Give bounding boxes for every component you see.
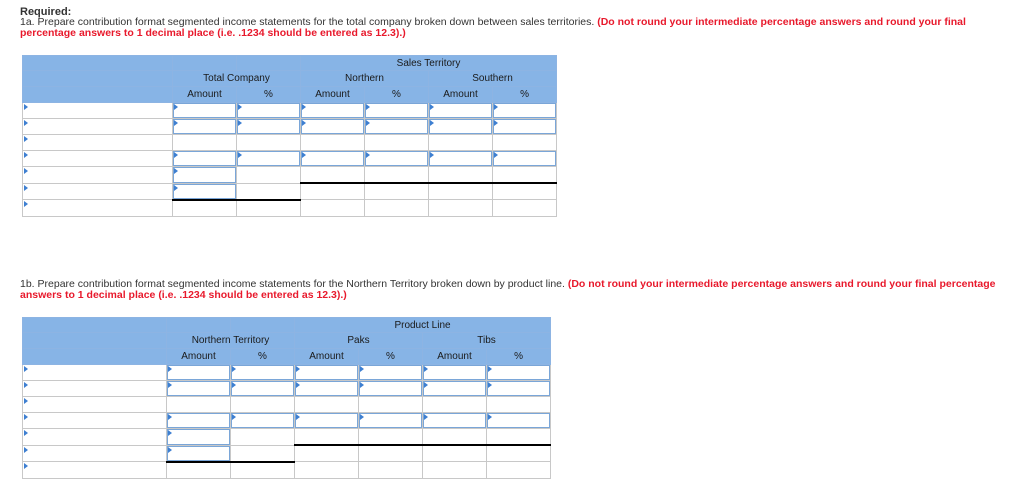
percent-input[interactable] bbox=[231, 381, 295, 397]
worksheet-1b bbox=[22, 317, 551, 479]
row-label-select[interactable] bbox=[23, 413, 167, 429]
amount-input[interactable] bbox=[173, 183, 237, 200]
percent-input[interactable] bbox=[231, 365, 295, 381]
header-blank bbox=[23, 333, 167, 349]
amount-input[interactable] bbox=[301, 119, 365, 135]
empty-cell bbox=[237, 200, 301, 217]
amount-input[interactable] bbox=[295, 381, 359, 397]
empty-cell bbox=[365, 183, 429, 200]
group-header: Sales Territory bbox=[301, 56, 557, 71]
empty-cell bbox=[173, 135, 237, 151]
amount-input[interactable] bbox=[301, 103, 365, 119]
amount-input[interactable] bbox=[173, 103, 237, 119]
empty-cell bbox=[237, 183, 301, 200]
instruction-1a bbox=[20, 17, 1020, 39]
table-row bbox=[23, 429, 551, 446]
empty-cell bbox=[231, 462, 295, 479]
sub-header-percent: % bbox=[237, 87, 301, 103]
sub-header-percent: % bbox=[231, 349, 295, 365]
empty-cell bbox=[487, 397, 551, 413]
table-row bbox=[23, 119, 557, 135]
percent-input[interactable] bbox=[359, 381, 423, 397]
percent-input[interactable] bbox=[493, 119, 557, 135]
group-header: Product Line bbox=[295, 318, 551, 333]
amount-input[interactable] bbox=[167, 381, 231, 397]
amount-input[interactable] bbox=[429, 151, 493, 167]
header-blank bbox=[23, 349, 167, 365]
percent-input[interactable] bbox=[365, 119, 429, 135]
header-blank bbox=[167, 318, 231, 333]
sub-header-amount: Amount bbox=[173, 87, 237, 103]
empty-cell bbox=[487, 445, 551, 462]
table-row bbox=[23, 397, 551, 413]
percent-input[interactable] bbox=[493, 151, 557, 167]
sub-header-percent: % bbox=[487, 349, 551, 365]
sub-header-percent: % bbox=[365, 87, 429, 103]
table-row bbox=[23, 381, 551, 397]
instruction-1b bbox=[20, 279, 1020, 301]
sub-header-amount: Amount bbox=[167, 349, 231, 365]
empty-cell bbox=[295, 462, 359, 479]
row-label-select[interactable] bbox=[23, 183, 173, 200]
empty-cell bbox=[231, 445, 295, 462]
sub-header-amount: Amount bbox=[423, 349, 487, 365]
empty-cell bbox=[167, 397, 231, 413]
header-blank bbox=[231, 318, 295, 333]
empty-cell bbox=[301, 200, 365, 217]
amount-input[interactable] bbox=[295, 413, 359, 429]
percent-input[interactable] bbox=[493, 103, 557, 119]
table-row bbox=[23, 151, 557, 167]
amount-input[interactable] bbox=[429, 103, 493, 119]
empty-cell bbox=[167, 462, 231, 479]
empty-cell bbox=[429, 200, 493, 217]
table-row bbox=[23, 103, 557, 119]
amount-input[interactable] bbox=[295, 365, 359, 381]
empty-cell bbox=[365, 200, 429, 217]
row-label-select[interactable] bbox=[23, 135, 173, 151]
amount-input[interactable] bbox=[423, 365, 487, 381]
sub-header-amount: Amount bbox=[301, 87, 365, 103]
table-row bbox=[23, 462, 551, 479]
amount-input[interactable] bbox=[167, 429, 231, 446]
row-label-select[interactable] bbox=[23, 151, 173, 167]
col-group-northern-territory: Northern Territory bbox=[167, 333, 295, 349]
empty-cell bbox=[359, 397, 423, 413]
percent-input[interactable] bbox=[237, 103, 301, 119]
empty-cell bbox=[423, 397, 487, 413]
instruction-1b-text: 1b. Prepare contribution format segmented income statements for the Northern Territory broken down by product line. bbox=[20, 278, 568, 290]
header-blank bbox=[23, 56, 173, 71]
table-row bbox=[23, 200, 557, 217]
empty-cell bbox=[359, 429, 423, 446]
empty-cell bbox=[237, 135, 301, 151]
empty-cell bbox=[493, 135, 557, 151]
empty-cell bbox=[429, 183, 493, 200]
sub-header-amount: Amount bbox=[429, 87, 493, 103]
table-row bbox=[23, 135, 557, 151]
row-label-select[interactable] bbox=[23, 167, 173, 184]
empty-cell bbox=[359, 445, 423, 462]
row-label-select[interactable] bbox=[23, 200, 173, 217]
amount-input[interactable] bbox=[173, 151, 237, 167]
percent-input[interactable] bbox=[487, 381, 551, 397]
percent-input[interactable] bbox=[359, 365, 423, 381]
amount-input[interactable] bbox=[167, 365, 231, 381]
header-blank bbox=[23, 71, 173, 87]
required-heading: Required: bbox=[20, 6, 72, 18]
col-group-tibs: Tibs bbox=[423, 333, 551, 349]
amount-input[interactable] bbox=[173, 119, 237, 135]
empty-cell bbox=[231, 397, 295, 413]
empty-cell bbox=[295, 397, 359, 413]
table-row bbox=[23, 413, 551, 429]
empty-cell bbox=[301, 135, 365, 151]
header-blank bbox=[237, 56, 301, 71]
percent-input[interactable] bbox=[359, 413, 423, 429]
empty-cell bbox=[493, 183, 557, 200]
percent-input[interactable] bbox=[487, 365, 551, 381]
empty-cell bbox=[429, 135, 493, 151]
empty-cell bbox=[237, 167, 301, 184]
empty-cell bbox=[493, 167, 557, 184]
col-group-southern: Southern bbox=[429, 71, 557, 87]
sub-header-percent: % bbox=[359, 349, 423, 365]
empty-cell bbox=[301, 167, 365, 184]
empty-cell bbox=[173, 200, 237, 217]
empty-cell bbox=[429, 167, 493, 184]
amount-input[interactable] bbox=[167, 413, 231, 429]
empty-cell bbox=[487, 462, 551, 479]
amount-input[interactable] bbox=[167, 445, 231, 462]
row-label-select[interactable] bbox=[23, 462, 167, 479]
percent-input[interactable] bbox=[237, 151, 301, 167]
empty-cell bbox=[365, 167, 429, 184]
empty-cell bbox=[365, 135, 429, 151]
percent-input[interactable] bbox=[365, 151, 429, 167]
amount-input[interactable] bbox=[429, 119, 493, 135]
amount-input[interactable] bbox=[173, 167, 237, 184]
col-group-paks: Paks bbox=[295, 333, 423, 349]
empty-cell bbox=[359, 462, 423, 479]
table-row bbox=[23, 365, 551, 381]
sub-header-amount: Amount bbox=[295, 349, 359, 365]
empty-cell bbox=[423, 445, 487, 462]
header-blank bbox=[173, 56, 237, 71]
amount-input[interactable] bbox=[423, 381, 487, 397]
header-blank bbox=[23, 318, 167, 333]
row-label-select[interactable] bbox=[23, 103, 173, 119]
table-row bbox=[23, 183, 557, 200]
percent-input[interactable] bbox=[237, 119, 301, 135]
percent-input[interactable] bbox=[365, 103, 429, 119]
table-row bbox=[23, 167, 557, 184]
empty-cell bbox=[295, 429, 359, 446]
empty-cell bbox=[231, 429, 295, 446]
instruction-1b-note: (Do not round your intermediate percentage answers and round your final percentage answers to 1 decimal place (i.e. .1234 should be entered as 12.3).) bbox=[20, 278, 996, 301]
row-label-select[interactable] bbox=[23, 445, 167, 462]
row-label-select[interactable] bbox=[23, 119, 173, 135]
amount-input[interactable] bbox=[301, 151, 365, 167]
empty-cell bbox=[295, 445, 359, 462]
row-label-select[interactable] bbox=[23, 397, 167, 413]
instruction-1a-note: (Do not round your intermediate percentage answers and round your final percentage answers to 1 decimal place (i.e. .1234 should be entered as 12.3).) bbox=[20, 16, 966, 39]
col-group-northern: Northern bbox=[301, 71, 429, 87]
amount-input[interactable] bbox=[423, 413, 487, 429]
empty-cell bbox=[493, 200, 557, 217]
row-label-select[interactable] bbox=[23, 429, 167, 446]
sub-header-percent: % bbox=[493, 87, 557, 103]
header-blank bbox=[23, 87, 173, 103]
worksheet-1a bbox=[22, 55, 557, 217]
instruction-1a-text: 1a. Prepare contribution format segmented income statements for the total company broken down between sales territories. bbox=[20, 16, 598, 28]
empty-cell bbox=[301, 183, 365, 200]
table-row bbox=[23, 445, 551, 462]
empty-cell bbox=[487, 429, 551, 446]
percent-input[interactable] bbox=[231, 413, 295, 429]
percent-input[interactable] bbox=[487, 413, 551, 429]
empty-cell bbox=[423, 429, 487, 446]
empty-cell bbox=[423, 462, 487, 479]
row-label-select[interactable] bbox=[23, 381, 167, 397]
row-label-select[interactable] bbox=[23, 365, 167, 381]
col-group-total-company: Total Company bbox=[173, 71, 301, 87]
